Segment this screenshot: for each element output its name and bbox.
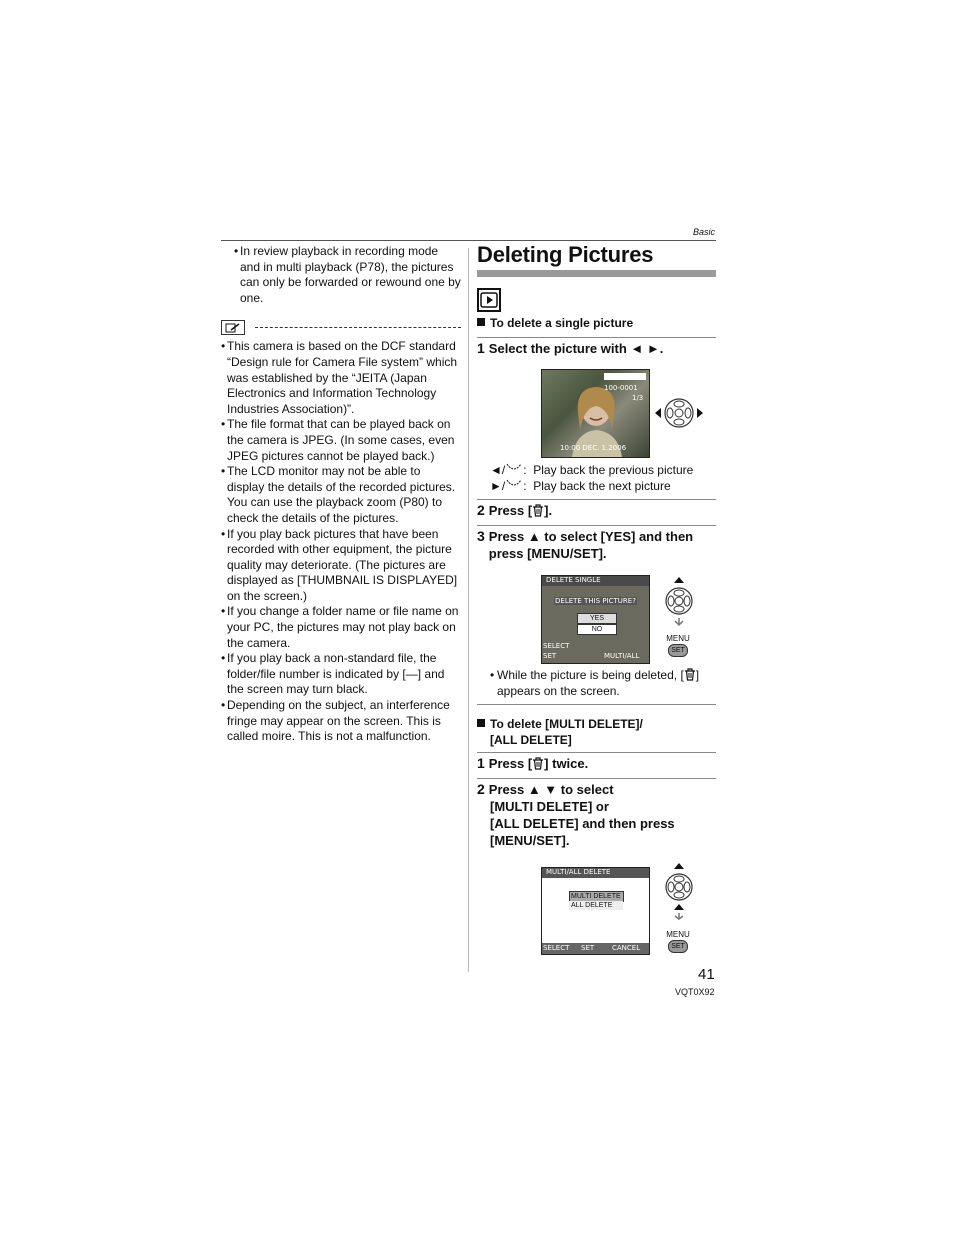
multi-hint: MULTI/ALL [604,652,640,660]
menu-label: MENU [666,930,690,939]
cursor-buttons [664,862,694,920]
next-picture-row: ►/ : Play back the next picture [490,479,671,493]
rule [477,752,716,753]
trash-icon [532,504,544,517]
column-divider [468,248,469,972]
note-header [221,320,461,335]
screen-title: MULTI/ALL DELETE [542,868,649,878]
review-icon [505,478,523,490]
trash-icon [684,668,696,681]
select-hint: SELECT [543,944,570,952]
playback-mode-icon [477,288,501,312]
step-select-yes: 3 Press ▲ to select [YES] and then press [MENU/SET]. [477,528,694,561]
menu-set-button: SET [668,644,688,657]
delete-question: DELETE THIS PICTURE? [555,597,636,605]
picture-count: 1/3 [632,394,644,402]
rule [477,499,716,500]
playback-screen [541,369,650,458]
file-number: 100-0001 [604,384,638,392]
rule [477,704,716,705]
multi-delete-heading: To delete [MULTI DELETE]/ [ALL DELETE] [477,716,643,748]
multi-all-delete-screen [541,867,650,955]
note-item: • If you change a folder name or file name on your PC, the pictures may not play back on the camera. [221,604,461,651]
top-rule [221,240,716,241]
left-column [221,244,461,745]
trash-icon [532,757,544,770]
note-item: • The file format that can be played back on the camera is JPEG. (In some cases, even JPEG pictures cannot be played back.) [221,417,461,464]
note-item: • Depending on the subject, an interference fringe may appear on the screen. This is called moire. This is not a malfunction. [221,698,461,745]
step-press-trash-twice: 1 Press [ ] twice. [477,755,589,771]
square-bullet-icon [477,719,485,727]
square-bullet-icon [477,318,485,326]
screen-title: DELETE SINGLE [542,576,650,586]
status-icons [604,373,646,380]
menu-label: MENU [666,634,690,643]
section-label: Basic [693,227,716,237]
select-hint: SELECT [543,642,570,650]
rule [477,778,716,779]
cursor-buttons [654,397,704,429]
review-icon [505,462,523,474]
date-time: 10:00 DEC. 1.2006 [560,444,627,452]
model-code: VQT0X92 [675,987,715,997]
step-select-picture: 1 Select the picture with ◄ ►. [477,340,664,356]
delete-single-screen [541,575,650,664]
multi-delete-option: MULTI DELETE [569,891,624,902]
menu-set-button: SET [668,940,688,953]
note-item: • This camera is based on the DCF standard “Design rule for Camera File system” which was established by the “JEITA (Japan Electronics and Information Technology Industries Association)”. [221,339,461,417]
prev-picture-row: ◄/ : Play back the previous picture [490,463,694,477]
note-dashes [255,327,461,328]
cancel-hint: CANCEL [612,944,641,952]
page-title: Deleting Pictures [477,242,654,267]
set-hint: SET [581,944,595,952]
note-pen-icon [221,320,245,335]
rule [477,337,716,338]
all-delete-option: ALL DELETE [569,901,623,910]
yes-option: YES [577,613,617,624]
step-select-multi-all: 2 Press ▲ ▼ to select [MULTI DELETE] or [ALL DELETE] and then press [MENU/SET]. [477,781,675,848]
intro-bullet: • In review playback in recording mode and in multi playback (P78), the pictures can only be forwarded or rewound one by one. [234,244,461,306]
no-option: NO [577,624,617,635]
title-bar [477,270,716,277]
set-hint: SET [543,652,557,660]
step-press-trash: 2 Press [ ]. [477,502,553,518]
rule [477,525,716,526]
deleting-note: • While the picture is being deleted, [ ] appears on the screen. [490,667,716,699]
page-number: 41 [698,966,715,983]
note-item: • If you play back a non-standard file, the folder/file number is indicated by [—] and the screen may turn black. [221,651,461,698]
note-item: • If you play back pictures that have been recorded with other equipment, the picture quality may deteriorate. (The pictures are displayed as [THUMBNAIL IS DISPLAYED] on the screen.) [221,527,461,605]
note-item: • The LCD monitor may not be able to display the details of the recorded pictures. You can use the playback zoom (P80) to check the details of the pictures. [221,464,461,526]
single-delete-heading: To delete a single picture [477,316,633,330]
